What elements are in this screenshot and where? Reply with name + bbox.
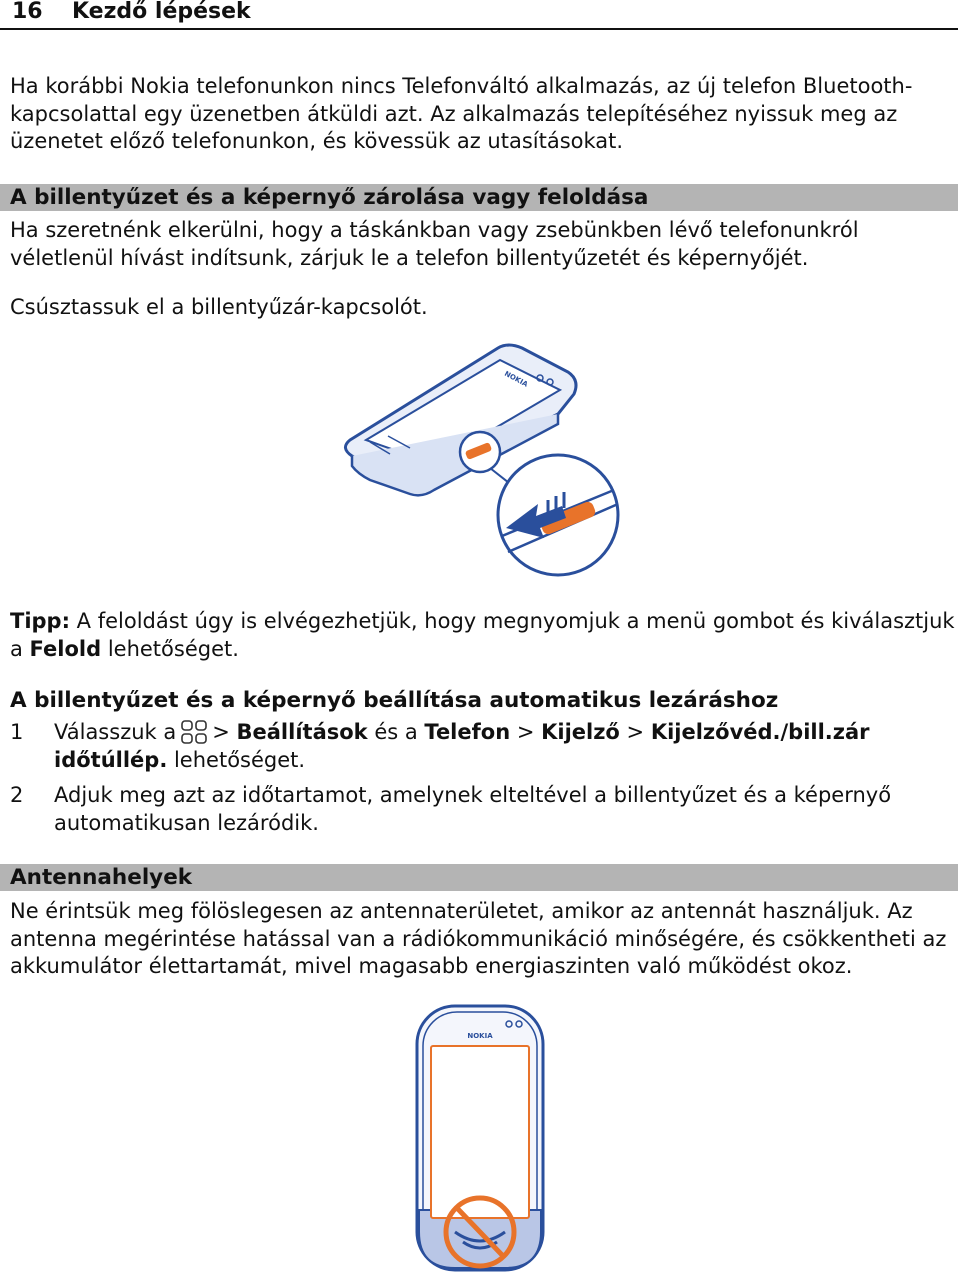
step-1-body [54, 718, 954, 774]
section-band-lock [0, 184, 958, 211]
chapter-title: Kezdő lépések [72, 0, 251, 24]
nokia-logo: NOKIA [467, 1032, 493, 1040]
step-2-body: Adjuk meg azt az időtartamot, amelynek elteltével a billentyűzet és a képernyő automatikusan lezáródik. [54, 783, 892, 835]
tip-label: Tipp: [10, 609, 70, 633]
step-1-sep: > [212, 720, 237, 744]
lock-switch-callout [460, 432, 618, 575]
page-header [0, 0, 960, 30]
menu-item-telefon: Telefon [424, 720, 511, 744]
intro-paragraph: Ha korábbi Nokia telefonunkon nincs Telefonváltó alkalmazás, az új telefon Bluetooth-kapcsolattal egy üzenetben átküldi azt. Az alkalmazás telepítéséhez nyissuk meg az üzenetet előző telefonunkon, és kövessük az utasításokat. [10, 74, 913, 153]
step-1-mid: és a [367, 720, 425, 744]
lock-paragraph: Ha szeretnénk elkerülni, hogy a táskánkban vagy zsebünkben lévő telefonunkról véletlenül hívást indítsunk, zárjuk le a telefon billentyűzetét és képernyőjét. [10, 218, 859, 270]
step-number: 1 [10, 720, 24, 744]
tip-option-felold: Felold [29, 636, 102, 661]
section-title-antenna: Antennahelyek [10, 865, 193, 890]
step-1-post: lehetőséget. [167, 748, 306, 772]
nokia-logo: NOKIA [503, 369, 530, 389]
tip-text-after: lehetőséget. [101, 636, 239, 661]
menu-item-kijelzoved: Kijelzővéd./bill.zár időtúllép. [54, 720, 870, 772]
tip-paragraph [10, 608, 955, 663]
section-title-lock: A billentyűzet és a képernyő zárolása vagy feloldása [10, 185, 649, 210]
step-1-sep: > [619, 720, 651, 744]
menu-icon [180, 719, 208, 745]
page-number: 16 [12, 0, 43, 24]
menu-item-beallitasok: Beállítások [236, 720, 368, 744]
header-rule [0, 28, 958, 30]
antenna-illustration [405, 1000, 555, 1276]
menu-item-kijelzo: Kijelző [541, 720, 620, 744]
auto-lock-title: A billentyűzet és a képernyő beállítása automatikus lezáráshoz [10, 688, 779, 713]
lock-instruction: Csúsztassuk el a billentyűzár-kapcsolót. [10, 295, 428, 319]
tip-text-before: A feloldást úgy is elvégezhetjük, hogy megnyomjuk a menü gombot és kiválasztjuk a [10, 609, 955, 661]
step-1-sep: > [510, 720, 542, 744]
step-number: 2 [10, 783, 24, 807]
antenna-paragraph: Ne érintsük meg fölöslegesen az antennaterületet, amikor az antennát használjuk. Az antenna megérintése hatással van a rádiókommunikáció minőségére, és csökkentheti az akkumulátor élettartamát, mivel magasabb energiaszinten való működést okoz. [10, 899, 947, 978]
lock-switch-illustration [330, 340, 630, 585]
step-1-pre: Válasszuk a [54, 720, 177, 744]
section-band-antenna [0, 864, 958, 891]
